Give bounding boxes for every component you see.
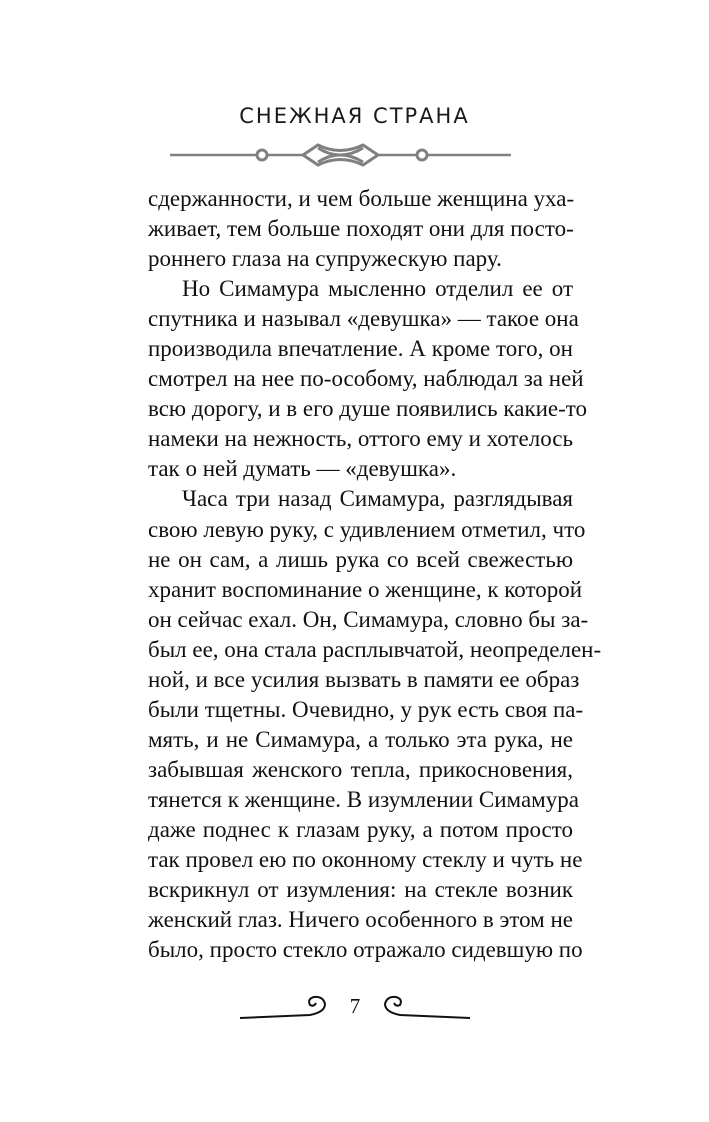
text-line: не он сам, а лишь рука со всей свежестью bbox=[148, 546, 573, 572]
text-line: был ее, она стала расплывчатой, неопределен- bbox=[148, 636, 602, 662]
text-line: роннего глаза на супружескую пару. bbox=[148, 246, 502, 272]
running-title: СНЕЖНАЯ СТРАНА bbox=[239, 104, 470, 128]
text-line: он сейчас ехал. Он, Симамура, словно бы за- bbox=[148, 606, 589, 632]
text-line: вскрикнул от изумления: на стекле возник bbox=[148, 877, 573, 903]
text-line: были тщетны. Очевидно, у рук есть своя па- bbox=[148, 696, 584, 722]
text-line: мять, и не Симамура, а только эта рука, не bbox=[148, 726, 573, 752]
text-line: живает, тем больше походят они для посто- bbox=[148, 216, 574, 242]
text-line: всю дорогу, и в его душе появились какие-то bbox=[148, 396, 588, 422]
header-ornament-icon bbox=[168, 142, 513, 168]
text-line: сдержанности, и чем больше женщина уха- bbox=[148, 186, 575, 211]
text-line: хранит воспоминание о женщине, к которой bbox=[148, 576, 583, 602]
page-number: 7 bbox=[349, 994, 361, 1018]
body-text bbox=[148, 184, 602, 965]
text-line: смотрел на нее по-особому, наблюдал за ней bbox=[148, 366, 584, 392]
text-line: Но Симамура мысленно отделил ее от bbox=[182, 276, 573, 302]
text-line: ной, и все усилия вызвать в памяти ее образ bbox=[148, 666, 580, 692]
text-line: спутника и называл «девушка» — такое она bbox=[148, 306, 579, 332]
text-line: женский глаз. Ничего особенного в этом не bbox=[148, 907, 573, 933]
text-line: так о ней думать — «девушка». bbox=[148, 456, 457, 482]
text-line: производила впечатление. А кроме того, он bbox=[148, 336, 573, 362]
text-line: намеки на нежность, оттого ему и хотелось bbox=[148, 426, 573, 452]
text-line: тянется к женщине. В изумлении Симамура bbox=[148, 786, 579, 812]
text-line: свою левую руку, с удивлением отметил, что bbox=[148, 516, 586, 542]
text-line: так провел ею по оконному стеклу и чуть не bbox=[148, 847, 583, 873]
text-line: даже поднес к глазам руку, а потом просто bbox=[148, 816, 573, 842]
text-line: было, просто стекло отражало сидевшую по bbox=[148, 937, 583, 963]
text-line: Часа три назад Симамура, разглядывая bbox=[182, 486, 573, 512]
text-line: забывшая женского тепла, прикосновения, bbox=[148, 756, 573, 782]
footer bbox=[240, 990, 470, 1030]
